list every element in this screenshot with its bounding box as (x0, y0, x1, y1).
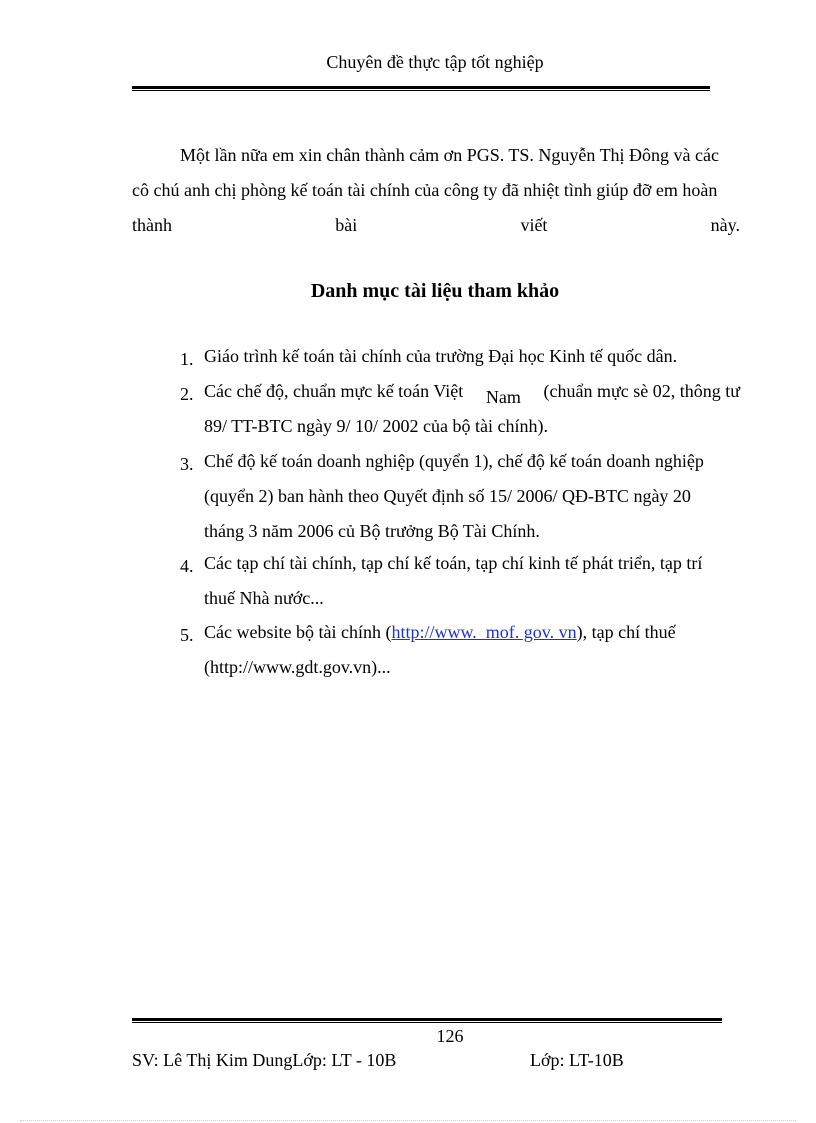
reference-item-2 (180, 374, 740, 444)
reference-text (204, 339, 740, 374)
mof-website-link[interactable]: http://www. mof. gov. vn (391, 622, 577, 642)
paragraph-line-2-text: cô chú anh chị phòng kế toán tài chính của công ty đã nhiệt tình giúp đỡ em hoàn (132, 180, 718, 200)
page-footer (132, 1050, 672, 1071)
reference-line: tháng 3 năm 2006 củ Bộ trưởng Bộ Tài Chính. (204, 521, 540, 541)
reference-number: 5. (180, 625, 194, 645)
reference-line: Giáo trình kế toán tài chính của trường Đại học Kinh tế quốc dân. (204, 346, 678, 366)
paragraph-line-2 (132, 173, 740, 208)
references-heading: Danh mục tài liệu tham khảo (310, 280, 560, 302)
header-divider (132, 86, 710, 91)
reference-text (204, 374, 740, 444)
reference-fragment: (chuẩn mực sè 02, thông tư (543, 381, 740, 401)
reference-fragment: Chế độ kế toán doanh nghiệp (quyển 1), chế độ kế toán doanh nghiệp (204, 451, 704, 471)
reference-fragment: Nam (485, 387, 521, 407)
reference-item-5 (180, 615, 740, 685)
footer-divider (132, 1018, 722, 1023)
reference-number: 3. (180, 454, 194, 474)
page-number: 126 (436, 1026, 464, 1046)
closing-paragraph (132, 138, 740, 243)
paragraph-word: bài (335, 215, 358, 235)
reference-fragment: Các chế độ, chuẩn mực kế toán Việt (204, 381, 464, 401)
page-edge (20, 1120, 796, 1121)
reference-item-4 (180, 546, 740, 616)
reference-fragment (204, 615, 676, 650)
footer-class-info: Lớp: LT-10B (530, 1050, 624, 1070)
reference-fragment-text: ), tạp chí thuế (576, 622, 676, 642)
paragraph-word: này. (710, 215, 740, 235)
reference-number: 2. (180, 384, 194, 404)
page-header-title: Chuyên đề thực tập tốt nghiệp (326, 52, 544, 72)
reference-fragment: (quyển 2) ban hành theo Quyết định số 15/ 2006/ QĐ-BTC ngày 20 (204, 486, 691, 506)
reference-item-3 (180, 444, 740, 549)
reference-text (204, 444, 740, 549)
footer-student-info: SV: Lê Thị Kim DungLớp: LT - 10B (132, 1050, 397, 1070)
reference-line (204, 444, 740, 479)
reference-line (204, 374, 740, 409)
paragraph-word: viết (520, 215, 548, 235)
reference-number: 1. (180, 349, 194, 369)
reference-line (204, 546, 740, 581)
reference-line: 89/ TT-BTC ngày 9/ 10/ 2002 của bộ tài chính). (204, 416, 548, 436)
reference-number: 4. (180, 556, 194, 576)
paragraph-line-1: Một lần nữa em xin chân thành cảm ơn PGS. TS. Nguyễn Thị Đông và các (180, 145, 720, 165)
reference-line: (http://www.gdt.gov.vn)... (204, 657, 391, 677)
reference-text (204, 615, 740, 685)
reference-text (204, 546, 740, 616)
reference-fragment-text: Các website bộ tài chính ( (204, 622, 392, 642)
reference-line (204, 479, 740, 514)
paragraph-line-3 (132, 208, 740, 243)
reference-fragment: Các tạp chí tài chính, tạp chí kế toán, tạp chí kinh tế phát triển, tạp trí (204, 553, 703, 573)
reference-line: thuế Nhà nước... (204, 588, 324, 608)
paragraph-word: thành (132, 215, 172, 235)
reference-line (204, 615, 740, 650)
reference-item-1 (180, 339, 740, 374)
